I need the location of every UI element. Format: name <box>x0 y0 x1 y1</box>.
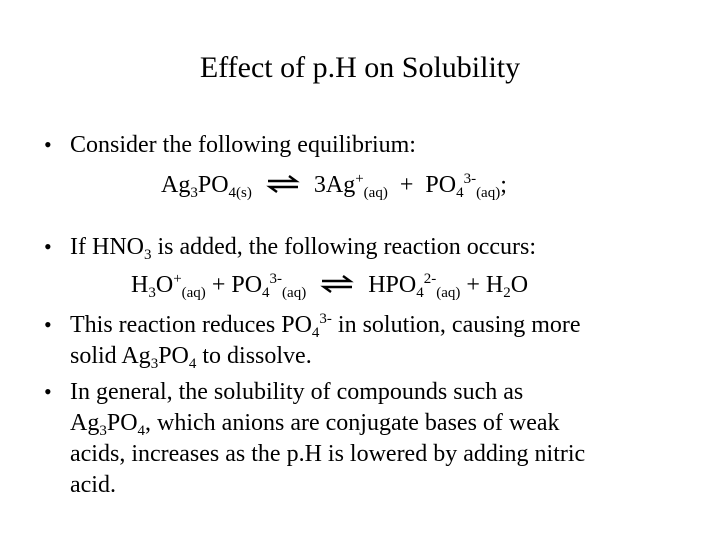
bullet-4-line-2: $Ag_3PO_4$, which anions are conjugate bases of weak <box>70 410 560 439</box>
bullet-marker: • <box>44 132 52 157</box>
slide-title: Effect of p.H on Solubility <box>199 51 521 84</box>
equilibrium-arrow-icon <box>320 274 354 294</box>
bullet-3-line-2: solid $Ag_3PO_4$ to dissolve. <box>70 343 312 372</box>
bullet-marker: • <box>44 379 52 404</box>
bullet-4-line-4: acid. <box>70 472 116 498</box>
bullet-marker: • <box>44 234 52 259</box>
bullet-2-text: If $HNO_3$ is added, the following reaction occurs: <box>70 234 537 263</box>
equation-1: $Ag_3PO_{4(s)}$ $3Ag^+_{(aq)} + PO_4^{3-}_{(aq)}$; <box>161 171 507 201</box>
bullet-1-text: Consider the following equilibrium: <box>70 132 416 158</box>
equilibrium-arrow-icon <box>266 174 300 194</box>
bullet-marker: • <box>44 312 52 337</box>
bullet-3-line-1: This reaction reduces $PO_4^{3-}$ in solution, causing more <box>70 311 581 341</box>
bullet-4-line-1: In general, the solubility of compounds such as <box>70 379 524 405</box>
equation-2: $H_3O^+_{(aq)} + PO_4^{3-}_{(aq)}$ $HPO_4^{2-}_{(aq)} + H_2O$ <box>131 271 529 301</box>
bullet-4-line-3: acids, increases as the p.H is lowered by adding nitric <box>70 441 586 467</box>
